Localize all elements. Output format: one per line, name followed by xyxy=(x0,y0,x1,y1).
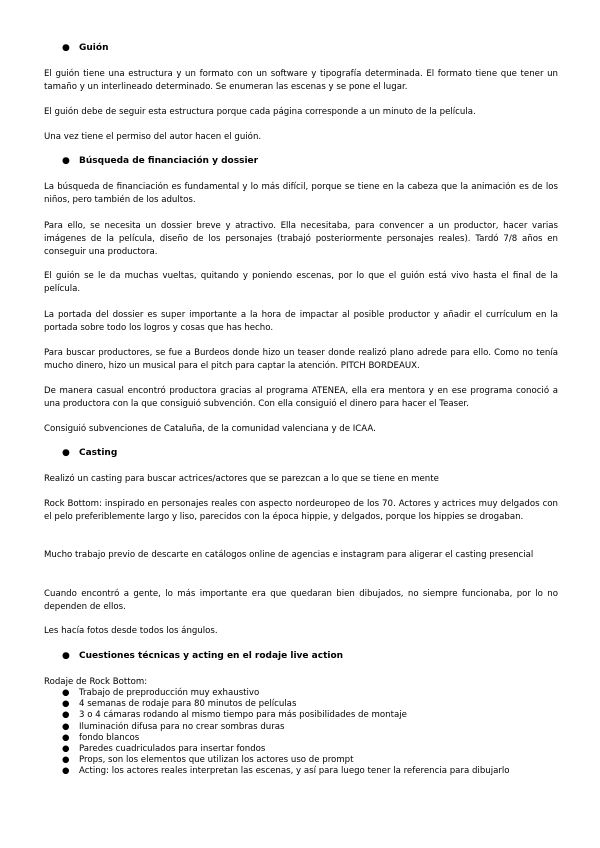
bullet-icon: ● xyxy=(62,448,70,458)
paragraph: El guión tiene una estructura y un formato con un software y tipografía determinada. El formato tiene que tener un tamaño y un interlineado determinado. Se enumeran las escenas y se pone el lugar. xyxy=(44,69,558,92)
paragraph: La portada del dossier es super importante a la hora de impactar al posible productor y añadir el currículum en la portada sobre todo los logros y cosas que has hecho. xyxy=(44,310,558,333)
bullet-icon: ● xyxy=(62,743,70,754)
paragraph: Cuando encontró a gente, lo más importante era que quedaran bien dibujados, no siempre funcionaba, por lo no dependen de ellos. xyxy=(44,589,558,612)
paragraph: El guión debe de seguir esta estructura porque cada página corresponde a un minuto de la película. xyxy=(44,107,476,117)
paragraph: Consiguió subvenciones de Cataluña, de la comunidad valenciana y de ICAA. xyxy=(44,424,376,434)
bullet-icon: ● xyxy=(62,721,70,732)
paragraph: El guión se le da muchas vueltas, quitando y poniendo escenas, por lo que el guión está vivo hasta el final de la película. xyxy=(44,271,558,294)
bullet-icon: ● xyxy=(62,156,70,166)
bullet-icon: ● xyxy=(62,755,70,766)
document-page: ● Guión El guión tiene una estructura y un formato con un software y tipografía determinada. El formato tiene que tener un tamaño y un interlineado determinado. Se enumeran las escenas y se pone el lugar. El guión debe de seguir esta estructura porque cada página corresponde a un minuto de la película. Una vez tiene el permiso del autor hacen el guión. ● Búsqueda de financiación y dossier La búsqueda de financiación es fundamental y lo más difícil, porque se tiene en la cabeza que la animación es de los niños, pero también de los adultos. Para ello, se necesita un dossier breve y atractivo. Ella necesitaba, para convencer a un productor, hacer varias imágenes de la película, diseño de los personajes (trabajó posteriormente personajes reales). Tardó 7/8 años en conseguir una productora. El guión se le da muchas vueltas, quitando y poniendo escenas, por lo que el guión está vivo hasta el final de la película. La portada del dossier es super importante a la hora de impactar al posible productor y añadir el currículum en la portada sobre todo los logros y cosas que has hecho. Para buscar productores, se fue a Burdeos donde hizo un teaser donde realizó plano adrede para ello. Como no tenía mucho dinero, hizo un musical para el pitch para captar la atención. PITCH BORDEAUX. De manera casual encontró productora gracias al programa ATENEA, ella era mentora y en ese programa conoció a una productora con la que consiguió subvención. Con ella consiguió el dinero para hacer el Teaser. Consiguió subvenciones de Cataluña, de la comunidad valenciana y de ICAA. ● Casting Realizó un casting para buscar actrices/actores que se parezcan a lo que se tiene en mente Rock Bottom: inspirado en personajes reales con aspecto nordeuropeo de los 70. Actores y actrices muy delgados con el pelo preferiblemente largo y liso, parecidos con la época hippie, y delgados, porque los hippies se drogaban. Mucho trabajo previo de descarte en catálogos online de agencias e instagram para aligerar el casting presencial Cuando encontró a gente, lo más importante era que quedaran bien dibujados, no siempre funcionaba, por lo no dependen de ellos. Les hacía fotos desde todos los ángulos. ● Cuestiones técnicas y acting en el rodaje live action Rodaje de Rock Bottom: ● Trabajo de preproducción muy exhaustivo ● 4 semanas de rodaje para 80 minutos de películas ● 3 o 4 cámaras rodando al mismo tiempo para más posibilidades de montaje ● Iluminación difusa para no crear sombras duras ● fondo blancos ● Paredes cuadriculados para insertar fondos ● Props, son los elementos que utilizan los actores uso de prompt ● Acting: los actores reales interpretan las escenas, y así para luego tener la referencia para dibujarlo xyxy=(44,43,558,777)
bullet-icon: ● xyxy=(62,732,70,743)
bullet-icon: ● xyxy=(62,651,70,661)
paragraph: Realizó un casting para buscar actrices/actores que se parezcan a lo que se tiene en mente xyxy=(44,474,439,484)
paragraph: Mucho trabajo previo de descarte en catálogos online de agencias e instagram para aligerar el casting presencial xyxy=(44,550,534,560)
bullet-icon: ● xyxy=(62,710,70,721)
paragraph: Una vez tiene el permiso del autor hacen el guión. xyxy=(44,132,262,142)
bullet-icon: ● xyxy=(62,688,70,698)
paragraph: Para buscar productores, se fue a Burdeos donde hizo un teaser donde realizó plano adrede para ello. Como no tenía mucho dinero, hizo un musical para el pitch para captar la atención. PITCH BORDEAUX. xyxy=(44,348,558,371)
bullet-icon: ● xyxy=(62,43,70,53)
paragraph: Les hacía fotos desde todos los ángulos. xyxy=(44,626,218,636)
paragraph: De manera casual encontró productora gracias al programa ATENEA, ella era mentora y en ese programa conoció a una productora con la que consiguió subvención. Con ella consiguió el dinero para hacer el Teaser. xyxy=(44,386,558,409)
bullet-icon: ● xyxy=(62,766,70,777)
paragraph: Para ello, se necesita un dossier breve y atractivo. Ella necesitaba, para convencer a un productor, hacer varias imágenes de la película, diseño de los personajes (trabajó posteriormente personajes reales). Tardó 7/8 años en conseguir una productora. xyxy=(44,221,558,257)
bullet-icon: ● xyxy=(62,699,70,710)
paragraph: La búsqueda de financiación es fundamental y lo más difícil, porque se tiene en la cabeza que la animación es de los niños, pero también de los adultos. xyxy=(44,182,558,205)
paragraph: Rodaje de Rock Bottom: xyxy=(44,677,148,687)
paragraph: Rock Bottom: inspirado en personajes reales con aspecto nordeuropeo de los 70. Actores y actrices muy delgados con el pelo preferiblemente largo y liso, parecidos con la época hippie, y delgados, porque los hippies se drogaban. xyxy=(44,499,558,522)
